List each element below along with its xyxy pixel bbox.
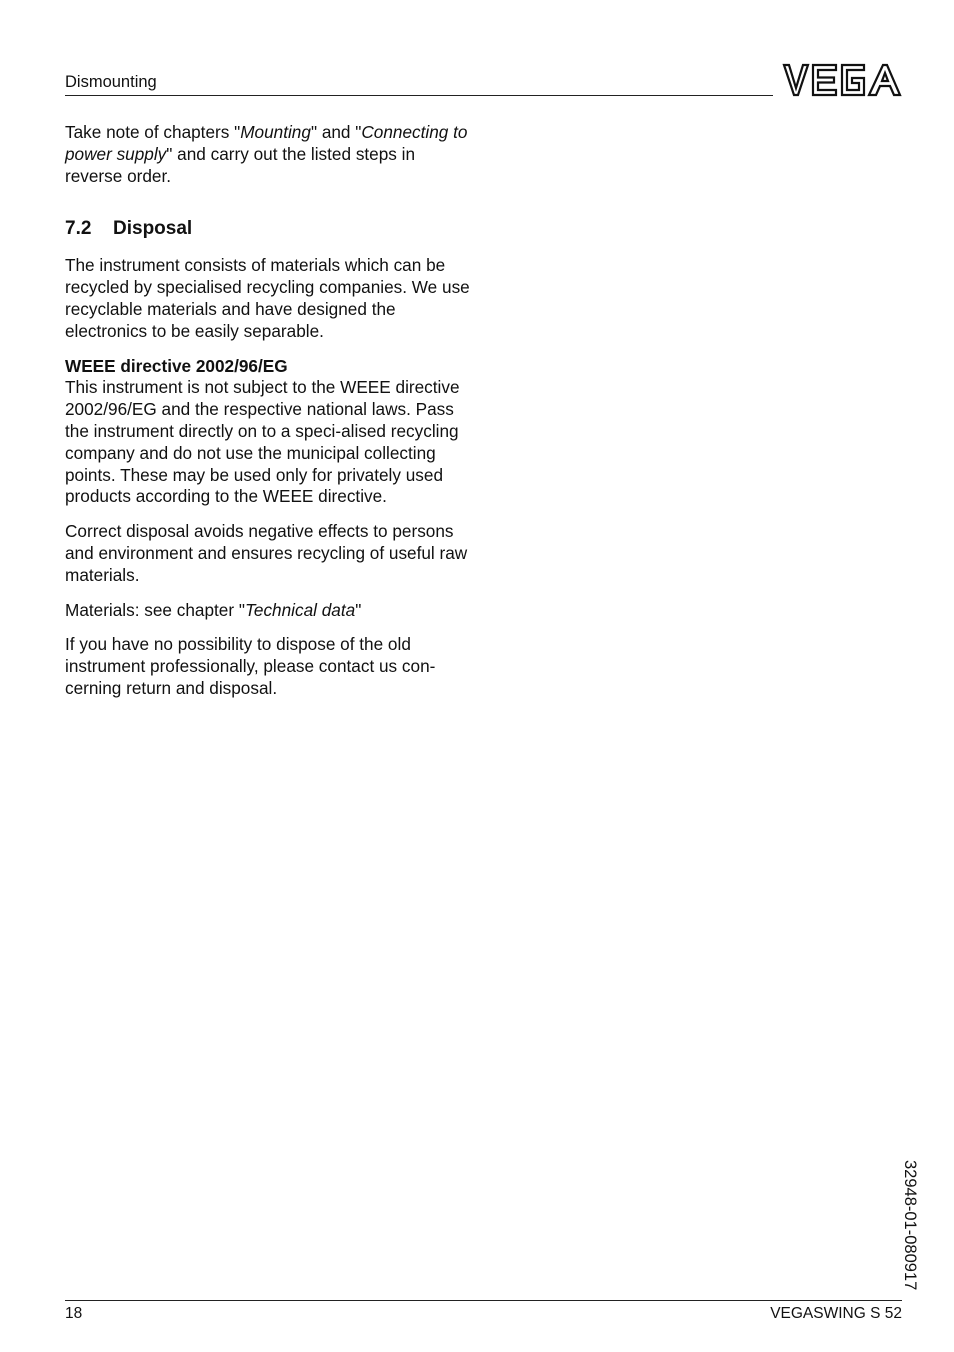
- contact-paragraph: If you have no possibility to dispose of the old instrument professionally, please contact us con-cerning return and disposal.: [65, 634, 436, 698]
- materials-text: Materials: see chapter ": [65, 599, 245, 620]
- intro-paragraph: [65, 122, 475, 187]
- product-name: VEGASWING S 52: [770, 1305, 902, 1322]
- section-title: Disposal: [113, 218, 193, 240]
- intro-text: Take note of chapters ": [65, 122, 241, 142]
- footer-divider: [65, 1300, 902, 1301]
- header-divider: [65, 95, 773, 96]
- chapter-ref-technical-data: Technical data: [244, 599, 356, 620]
- chapter-ref-connecting: Connecting to power supply: [65, 122, 468, 164]
- section-heading: [65, 218, 475, 240]
- correct-disposal-paragraph: Correct disposal avoids negative effects to persons and environment and ensures recycling of useful raw materials.: [65, 521, 468, 585]
- weee-paragraph: This instrument is not subject to the WEEE directive 2002/96/EG and the respective national laws. Pass the instrument directly on to a speci-alised recycling company and do not use the municipal collecting points. These may be used only for privately used products according to the WEEE directive.: [65, 377, 460, 507]
- main-column: [65, 122, 475, 700]
- materials-paragraph: [65, 600, 475, 622]
- intro-text: " and ": [310, 122, 362, 142]
- chapter-ref-mounting: Mounting: [240, 122, 311, 142]
- section-number: 7.2: [65, 218, 92, 240]
- vega-logo: [782, 62, 902, 98]
- materials-text: ": [355, 599, 362, 620]
- intro-text: " and carry out the listed steps in reverse order.: [65, 143, 416, 186]
- weee-heading: WEEE directive 2002/96/EG: [65, 355, 288, 376]
- running-header: Dismounting: [65, 73, 157, 91]
- document-code: 32948-01-080917: [901, 1160, 919, 1291]
- page-number: 18: [65, 1305, 83, 1322]
- disposal-paragraph: The instrument consists of materials which can be recycled by specialised recycling companies. We use recyclable materials and have designed the electronics to be easily separable.: [65, 255, 470, 341]
